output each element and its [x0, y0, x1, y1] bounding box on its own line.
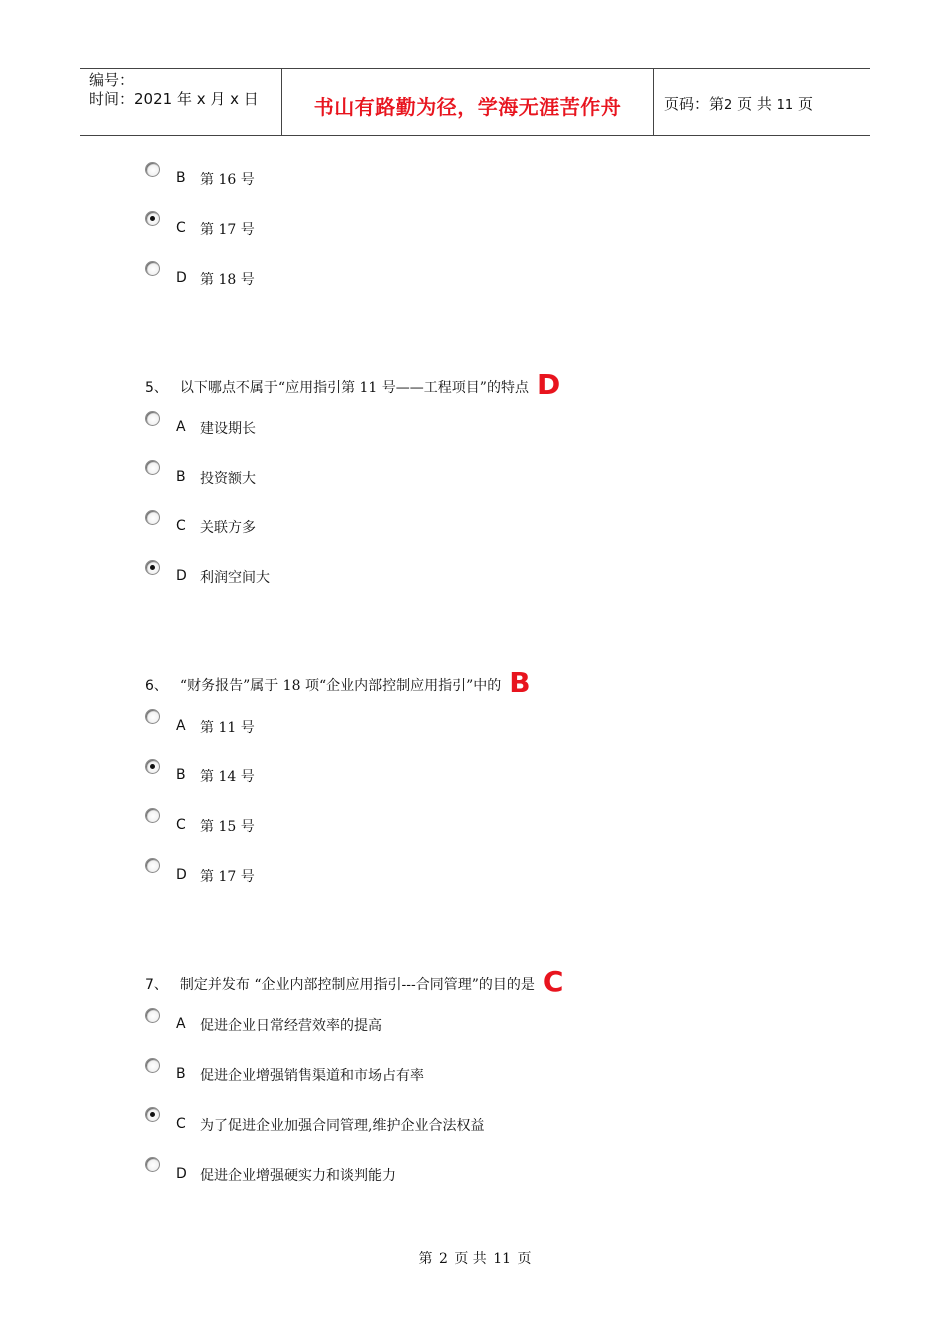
radio-button[interactable] — [145, 1157, 160, 1172]
question-text: “财务报告”属于 18 项“企业内部控制应用指引”中的 — [179, 678, 502, 694]
option-text: 促进企业增强销售渠道和市场占有率 — [200, 1068, 424, 1084]
option-letter: C — [176, 518, 186, 534]
option-text: 为了促进企业加强合同管理,维护企业合法权益 — [200, 1118, 485, 1134]
option-letter: D — [176, 568, 187, 584]
option-text: 第 17 号 — [200, 222, 255, 238]
footer-mid: 页 共 — [454, 1251, 487, 1267]
option-letter: D — [176, 867, 187, 883]
radio-button[interactable] — [145, 759, 160, 774]
option-letter: B — [176, 1066, 186, 1082]
time-text: 时间：2021 年 x 月 x 日 — [89, 90, 259, 108]
footer-prefix: 第 — [418, 1251, 433, 1267]
option-text: 第 18 号 — [200, 272, 255, 288]
option-text: 第 17 号 — [200, 869, 255, 885]
radio-button[interactable] — [145, 460, 160, 475]
page-total: 11 — [776, 98, 794, 113]
header-motto-cell — [281, 69, 654, 135]
option-text: 第 15 号 — [200, 819, 255, 835]
option-letter: A — [176, 1016, 186, 1032]
question-number: 6、 — [145, 678, 168, 694]
answer-mark: D — [536, 368, 561, 401]
footer-total: 11 — [493, 1251, 512, 1267]
radio-button[interactable] — [145, 510, 160, 525]
question-line — [145, 366, 560, 399]
option-text: 建设期长 — [200, 421, 256, 437]
page-label: 页码：第 — [664, 95, 725, 113]
option-letter: C — [176, 817, 186, 833]
option-text: 关联方多 — [200, 520, 256, 536]
option-text: 第 16 号 — [200, 172, 255, 188]
answer-mark: C — [542, 965, 564, 998]
option-text: 促进企业增强硬实力和谈判能力 — [200, 1168, 396, 1184]
header-page-cell — [654, 69, 870, 135]
motto: 书山有路勤为径，学海无涯苦作舟 — [313, 95, 622, 119]
header-meta — [80, 69, 281, 135]
option-letter: B — [176, 767, 186, 783]
radio-button[interactable] — [145, 1107, 160, 1122]
radio-button[interactable] — [145, 162, 160, 177]
option-letter: D — [176, 1166, 187, 1182]
option-text: 第 11 号 — [200, 720, 255, 736]
option-letter: D — [176, 270, 187, 286]
radio-button[interactable] — [145, 411, 160, 426]
option-text: 利润空间大 — [200, 570, 270, 586]
radio-button[interactable] — [145, 808, 160, 823]
radio-button[interactable] — [145, 211, 160, 226]
page-header — [80, 68, 870, 136]
question-line — [145, 664, 531, 697]
footer-suffix: 页 — [517, 1251, 532, 1267]
radio-button[interactable] — [145, 261, 160, 276]
option-letter: B — [176, 469, 186, 485]
radio-button[interactable] — [145, 1058, 160, 1073]
option-letter: C — [176, 220, 186, 236]
question-number: 7、 — [145, 977, 168, 993]
header-page-info — [664, 93, 813, 114]
page-mid: 页 共 — [737, 95, 772, 113]
radio-button[interactable] — [145, 1008, 160, 1023]
question-text: 以下哪点不属于“应用指引第 11 号——工程项目”的特点 — [179, 380, 529, 396]
option-letter: C — [176, 1116, 186, 1132]
answer-mark: B — [509, 666, 531, 699]
question-text: 制定并发布 “企业内部控制应用指引---合同管理”的目的是 — [179, 977, 535, 993]
serial-label: 编号： — [89, 71, 135, 89]
question-number: 5、 — [145, 380, 168, 396]
option-letter: A — [176, 419, 186, 435]
question-line — [145, 963, 563, 996]
option-text: 投资额大 — [200, 471, 256, 487]
radio-button[interactable] — [145, 560, 160, 575]
option-letter: B — [176, 170, 186, 186]
option-text: 促进企业日常经营效率的提高 — [200, 1018, 382, 1034]
footer-current: 2 — [438, 1251, 448, 1267]
page-current: 2 — [724, 98, 733, 113]
option-letter: A — [176, 718, 186, 734]
page-footer — [0, 1248, 950, 1268]
radio-button[interactable] — [145, 858, 160, 873]
radio-button[interactable] — [145, 709, 160, 724]
option-text: 第 14 号 — [200, 769, 255, 785]
page-end: 页 — [797, 95, 813, 113]
